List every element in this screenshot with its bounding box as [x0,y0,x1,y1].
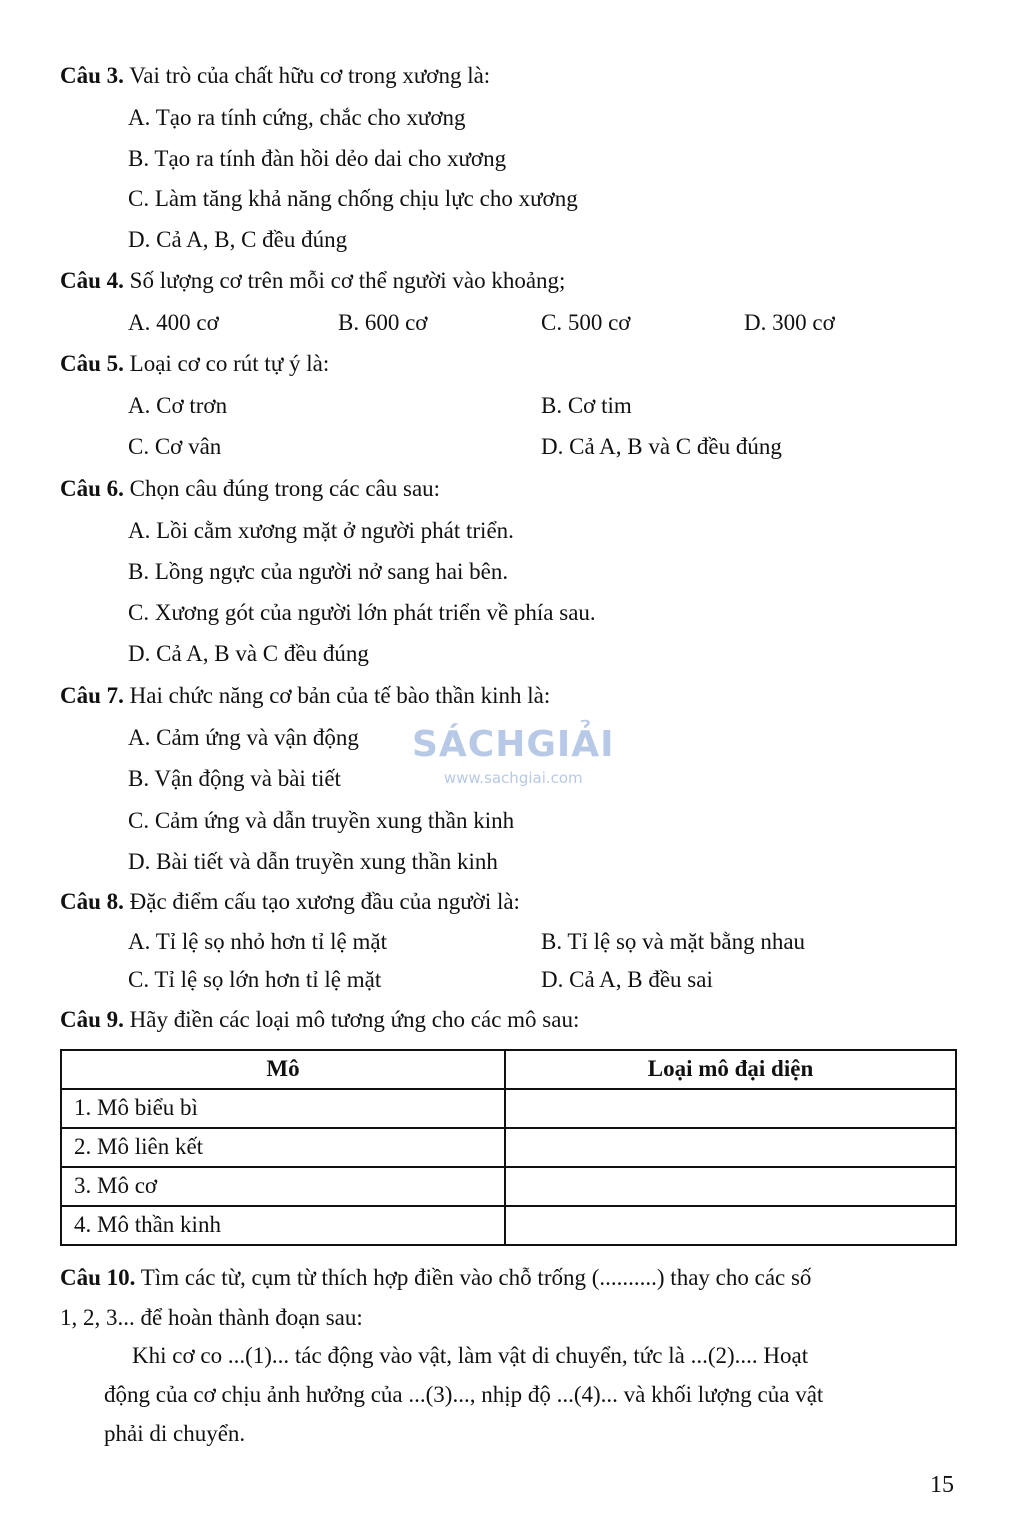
question-label: Câu 9. [60,1007,124,1032]
watermark [412,722,615,788]
question-label: Câu 8. [60,889,124,914]
option-b: B. Lồng ngực của người nở sang hai bên. [128,559,509,584]
option-c: C. Tỉ lệ sọ lớn hơn tỉ lệ mặt [128,967,382,992]
question-label: Câu 6. [60,476,124,501]
question-label: Câu 7. [60,683,124,708]
option-a: A. Tỉ lệ sọ nhỏ hơn tỉ lệ mặt [128,929,387,954]
option-d: D. Cả A, B và C đều đúng [541,434,782,459]
table-cell: 1. Mô biểu bì [61,1089,505,1128]
table-row [61,1089,956,1128]
question-text: Loại cơ co rút tự ý là: [129,351,330,376]
option-b: B. Tạo ra tính đàn hồi dẻo dai cho xương [128,146,507,171]
watermark-url: www.sachgiai.com [443,769,583,787]
page-number: 15 [930,1472,954,1498]
option-c: C. Làm tăng khả năng chống chịu lực cho xương [128,186,578,211]
question-text: Đặc điểm cấu tạo xương đầu của người là: [129,889,520,914]
answer-cell [505,1128,956,1167]
question-7 [60,682,550,711]
question-9 [60,1006,579,1035]
tissue-table [60,1049,957,1246]
question-text: Vai trò của chất hữu cơ trong xương là: [129,63,491,88]
question-text: Chọn câu đúng trong các câu sau: [129,476,441,501]
option-a: A. Tạo ra tính cứng, chắc cho xương [128,105,466,130]
option-c: C. Cơ vân [128,434,222,459]
question-label: Câu 4. [60,268,124,293]
question-label: Câu 10. [60,1265,136,1290]
question-8 [60,888,520,917]
option-d: D. Cả A, B, C đều đúng [128,227,348,252]
watermark-brand: SÁCHGIẢI [412,724,615,765]
question-5 [60,350,329,379]
table-row [61,1206,956,1245]
paragraph-line: phải di chuyển. [104,1421,246,1446]
option-b: B. Vận động và bài tiết [128,766,341,791]
option-d: D. Bài tiết và dẫn truyền xung thần kinh [128,849,498,874]
table-cell: 2. Mô liên kết [61,1128,505,1167]
option-a: A. 400 cơ [128,310,219,335]
option-a: A. Cơ trơn [128,393,228,418]
option-a: A. Lồi cằm xương mặt ở người phát triển. [128,518,514,543]
paragraph-line: Khi cơ co ...(1)... tác động vào vật, làm vật di chuyển, tức là ...(2).... Hoạt [132,1343,809,1368]
table-cell: 3. Mô cơ [61,1167,505,1206]
question-3 [60,62,490,91]
question-6 [60,475,440,504]
answer-cell [505,1206,956,1245]
question-text: Hãy điền các loại mô tương ứng cho các mô sau: [129,1007,580,1032]
question-label: Câu 5. [60,351,124,376]
option-c: C. Xương gót của người lớn phát triển về phía sau. [128,600,596,625]
question-text: Hai chức năng cơ bản của tế bào thần kinh là: [129,683,551,708]
option-b: B. Cơ tim [541,393,632,418]
option-d: D. Cả A, B đều sai [541,967,713,992]
question-text: Số lượng cơ trên mỗi cơ thể người vào khoảng; [129,268,566,293]
question-4 [60,267,565,296]
table-row [61,1167,956,1206]
option-c: C. Cảm ứng và dẫn truyền xung thần kinh [128,808,515,833]
question-text: Tìm các từ, cụm từ thích hợp điền vào chỗ trống (..........) thay cho các số [140,1265,812,1290]
option-d: D. 300 cơ [744,310,835,335]
option-c: C. 500 cơ [541,310,631,335]
table-row [61,1128,956,1167]
table-cell: 4. Mô thần kinh [61,1206,505,1245]
option-b: B. Tỉ lệ sọ và mặt bằng nhau [541,929,806,954]
question-text-continued: 1, 2, 3... để hoàn thành đoạn sau: [60,1305,363,1330]
paragraph-line: động của cơ chịu ảnh hưởng của ...(3)..., nhịp độ ...(4)... và khối lượng của vật [104,1382,824,1407]
answer-cell [505,1167,956,1206]
table-header-row [61,1050,956,1089]
question-10 [60,1264,811,1293]
answer-cell [505,1089,956,1128]
column-header: Mô [61,1050,505,1089]
question-label: Câu 3. [60,63,124,88]
option-d: D. Cả A, B và C đều đúng [128,641,369,666]
column-header: Loại mô đại diện [505,1050,956,1089]
option-b: B. 600 cơ [338,310,428,335]
option-a: A. Cảm ứng và vận động [128,725,359,750]
